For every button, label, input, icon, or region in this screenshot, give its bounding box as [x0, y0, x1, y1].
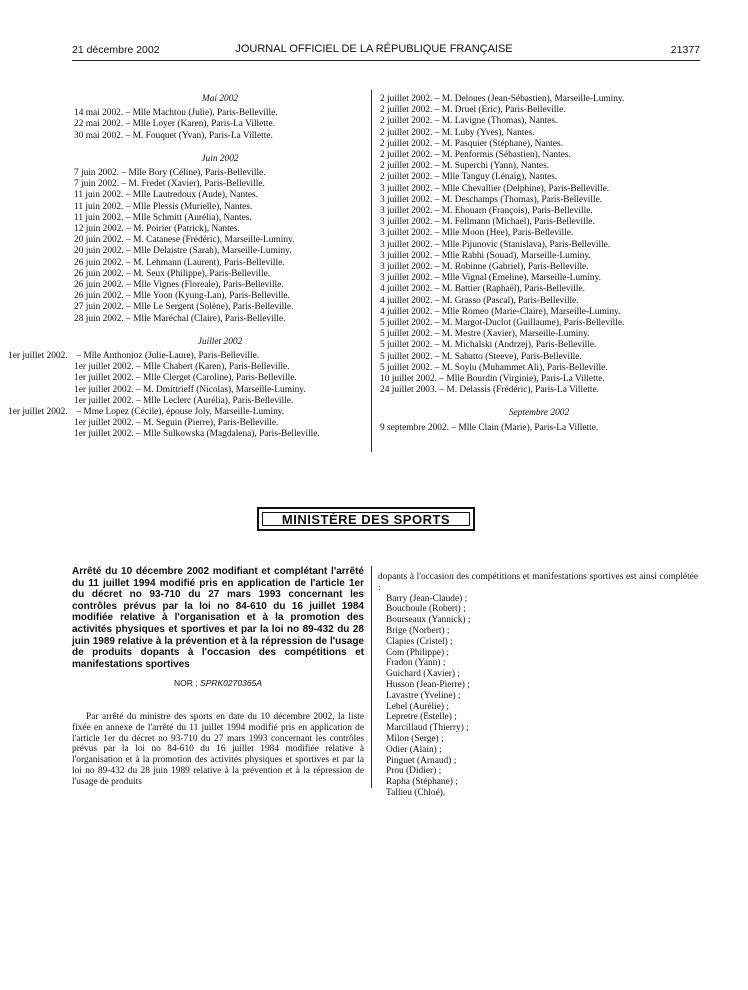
appointment-entry [74, 258, 366, 269]
header-date: 21 décembre 2002 [72, 44, 160, 56]
entry-date: 1er juillet 2002. [74, 373, 134, 384]
month-heading: Septembre 2002 [508, 408, 570, 419]
appointment-entry [380, 374, 698, 385]
appointment-entry [74, 385, 366, 396]
entry-date: 5 juillet 2002. [380, 362, 433, 373]
ministry-heading: MINISTÈRE DES SPORTS [262, 512, 470, 526]
entry-date: 7 juin 2002. [74, 168, 120, 179]
appointment-entry [380, 284, 698, 295]
entry-name: – M. Poirier (Patrick), Nantes. [126, 224, 240, 235]
entry-name: – M. Deschamps (Thomas), Paris-Belleville. [434, 194, 603, 205]
entry-date: 2 juillet 2002. [380, 116, 433, 127]
entry-name: – Mlle Vignal (Emeline), Marseille-Luminy. [434, 273, 602, 284]
section-gap [74, 142, 366, 152]
article-title: Arrêté du 10 décembre 2002 modifiant et complétant l'arrêté du 11 juillet 1994 modifié pris en application de l'article 1er du décret no 93-710 du 27 mars 1993 concernant les contrôles prévus par la loi no 84-610 du 16 juillet 1984 modifiée relative à l'organisation et à la promotion des activités physiques et sportives et par la loi no 89-432 du 28 juin 1989 relative à la prévention et à la répression de l'usage de produits dopants à l'occasion des compétitions et manifestations sportives [72, 566, 364, 670]
entry-name: – Mlle Delaistre (Sarah), Marseille-Luminy. [126, 246, 292, 257]
appointment-entry [380, 128, 698, 139]
athlete-name: Lavastre (Yveline) ; [386, 690, 461, 701]
entry-name: – Mlle Plessis (Murielle), Nantes. [125, 201, 253, 212]
entry-date: 5 juillet 2002. [380, 340, 433, 351]
entry-date: 2 juillet 2002. [380, 161, 433, 172]
entry-date: 3 juillet 2002. [380, 183, 433, 194]
appointment-entry [74, 119, 366, 130]
appointment-entry [74, 190, 366, 201]
entry-name: – Mlle Chabert (Karen), Paris-Belleville. [135, 362, 290, 373]
entry-name: – Mlle Rabhi (Souad), Marseille-Luminy. [434, 250, 591, 261]
entry-date: 4 juillet 2002. [380, 295, 433, 306]
appointment-entry [380, 340, 698, 351]
appointment-entry [380, 273, 698, 284]
appointment-entry [74, 224, 366, 235]
appointment-entry [380, 139, 698, 150]
ministry-heading-box [257, 507, 475, 531]
athlete-name: Brige (Norbert) ; [386, 625, 450, 636]
nor-reference [72, 678, 364, 688]
entry-date: 30 mai 2002. [74, 130, 124, 141]
entry-name: – Mlle Anthonioz (Julie-Laure), Paris-Belleville. [76, 351, 260, 362]
appointment-entry [74, 246, 366, 257]
athlete-name: Milon (Serge) ; [386, 733, 444, 744]
entry-date: 2 juillet 2002. [380, 127, 433, 138]
appointment-entry [74, 280, 366, 291]
athlete-name: Odier (Alain) ; [386, 744, 442, 755]
athlete-name: Rapha (Stéphane) ; [386, 777, 458, 788]
entry-name: – M. Fellmann (Michael), Paris-Belleville. [434, 217, 595, 228]
appointment-entry [380, 94, 698, 105]
entry-name: – Mlle Lautredoux (Aude), Nantes. [125, 190, 259, 201]
athlete-name: Lepretre (Estelle) ; [386, 712, 457, 723]
appointment-entry [74, 202, 366, 213]
appointment-entry [74, 373, 366, 384]
entry-date: 5 juillet 2002. [380, 351, 433, 362]
appointment-entry [380, 385, 698, 396]
appointment-entry [380, 262, 698, 273]
entry-name: – M. Luby (Yves), Nantes. [434, 127, 535, 138]
article-continuation [378, 572, 698, 799]
entry-name: – M. Penformis (Sébastien), Nantes. [434, 150, 571, 161]
entry-date: 2 juillet 2002. [380, 172, 433, 183]
entry-name: – Mme Lopez (Cécile), épouse Joly, Marseille-Luminy. [76, 407, 285, 418]
athlete-name: Clapies (Cristel) ; [386, 636, 453, 647]
appointment-entry [380, 296, 698, 307]
entry-name: – Mlle Le Sergent (Solène), Paris-Belleville. [126, 302, 294, 313]
entry-name: – M. Seux (Philippe), Paris-Belleville. [126, 268, 271, 279]
appointment-entry [74, 362, 366, 373]
athlete-name: Prou (Didier) ; [386, 766, 442, 777]
left-column-list [8, 92, 366, 441]
athlete-name: Pinguet (Arnaud) ; [386, 755, 457, 766]
month-heading: Juin 2002 [201, 153, 239, 164]
athlete-name: Tallieu (Chloé). [386, 787, 446, 798]
appointment-entry [380, 363, 698, 374]
entry-date: 1er juillet 2002. [74, 384, 134, 395]
page-number: 21377 [670, 44, 700, 56]
appointment-entry [74, 179, 366, 190]
entry-name: – M. Margot-Duclot (Guillaume), Paris-Belleville. [434, 318, 625, 329]
entry-date: 5 juillet 2002. [380, 318, 433, 329]
appointment-entry: 1er juillet 2002. – Mme Lopez (Cécile), épouse Joly, Marseille-Luminy. [8, 407, 285, 418]
entry-name: – Mlle Clain (Marie), Paris-La Villette. [451, 422, 599, 433]
appointment-entry [74, 131, 366, 142]
entry-date: 1er juillet 2002. [74, 362, 134, 373]
entry-name: – M. Druel (Eric), Paris-Belleville. [434, 105, 566, 116]
entry-name: – Mlle Bourdin (Virginie), Paris-La Villette. [439, 374, 605, 385]
appointment-entry [380, 184, 698, 195]
entry-date: 5 juillet 2002. [380, 329, 433, 340]
entry-date: 1er juillet 2002. [74, 429, 134, 440]
entry-date: 26 juin 2002. [74, 280, 124, 291]
entry-date: 20 juin 2002. [74, 246, 124, 257]
continuation-text: dopants à l'occasion des compétitions et manifestations sportives est ainsi complétée : [378, 572, 698, 593]
entry-date: 1er juillet 2002. [74, 418, 134, 429]
appointment-entry [74, 291, 366, 302]
entry-name: – M. Fouquet (Yvan), Paris-La Villette. [125, 130, 273, 141]
entry-date: 2 juillet 2002. [380, 105, 433, 116]
entry-name: – Mlle Vignes (Floreale), Paris-Belleville. [126, 280, 284, 291]
appointment-entry [74, 108, 366, 119]
journal-title: JOURNAL OFFICIEL DE LA RÉPUBLIQUE FRANÇAISE [235, 43, 513, 55]
entry-name: – M. Deloues (Jean-Sébastien), Marseille-Luminy. [434, 94, 625, 104]
appointment-entry [380, 150, 698, 161]
entry-name: – M. Pasquier (Stéphane), Nantes. [434, 138, 564, 149]
entry-name: – M. Ehouarn (François), Paris-Belleville. [434, 206, 593, 217]
entry-name: – M. Dmittrieff (Nicolas), Marseille-Luminy. [135, 384, 306, 395]
athlete-name: Husson (Jean-Pierre) ; [386, 679, 470, 690]
entry-name: – Mlle Loyer (Karen), Paris-La Villette. [125, 119, 276, 130]
entry-name: – M. Lehmann (Laurent), Paris-Belleville. [126, 257, 285, 268]
entry-name: – Mlle Moon (Hee), Paris-Belleville. [434, 228, 574, 239]
entry-date: 3 juillet 2002. [380, 228, 433, 239]
entry-name: – Mlle Yoon (Kyung-Lan), Paris-Belleville. [126, 291, 290, 302]
entry-date: 11 juin 2002. [74, 201, 124, 212]
entry-date: 4 juillet 2002. [380, 306, 433, 317]
appointment-entry [380, 105, 698, 116]
entry-name: – Mlle Chevallier (Delphine), Paris-Belleville. [434, 183, 610, 194]
entry-date: 20 juin 2002. [74, 235, 124, 246]
entry-name: – M. Michalski (Andrzej), Paris-Belleville. [434, 340, 597, 351]
header-rule [72, 60, 700, 61]
entry-date: 3 juillet 2002. [380, 206, 433, 217]
column-divider-lower [371, 566, 372, 788]
entry-date: 26 juin 2002. [74, 257, 124, 268]
month-heading: Juillet 2002 [197, 336, 243, 347]
entry-name: – M. Fredet (Xavier), Paris-Belleville. [121, 179, 265, 190]
entry-name: – Mlle Schmitt (Aurélia), Nantes. [125, 212, 252, 223]
entry-date: 3 juillet 2002. [380, 194, 433, 205]
athlete-name: Guichard (Xavier) ; [386, 669, 460, 680]
entry-date: 28 juin 2002. [74, 313, 124, 324]
entry-date: 2 juillet 2002. [380, 150, 433, 161]
entry-date: 27 juin 2002. [74, 302, 124, 313]
appointment-entry [380, 228, 698, 239]
section-gap [380, 396, 698, 406]
appointment-entry [380, 217, 698, 228]
entry-date: 11 juin 2002. [74, 212, 124, 223]
entry-name: – M. Mestre (Xavier), Marseille-Luminy. [434, 329, 590, 340]
appointment-entry [380, 161, 698, 172]
entry-name: – Mlle Romeo (Marie-Claire), Marseille-Luminy. [434, 306, 621, 317]
entry-name: – Mlle Machtou (Julie), Paris-Belleville. [125, 108, 278, 119]
appointment-entry [380, 318, 698, 329]
entry-date: 10 juillet 2002. [380, 374, 438, 385]
entry-name: – M. Superchi (Yann), Nantes. [434, 161, 550, 172]
appointment-entry [74, 302, 366, 313]
entry-date: 26 juin 2002. [74, 291, 124, 302]
entry-name: – Mlle Bory (Céline), Paris-Belleville. [121, 168, 266, 179]
entry-name: – M. Robinne (Gabriel), Paris-Belleville. [434, 262, 589, 273]
right-column-list [380, 94, 698, 434]
entry-name: – Mlle Tanguy (Lénaïg), Nantes. [434, 172, 558, 183]
nor-label: NOR : [174, 678, 198, 688]
appointment-entry [74, 168, 366, 179]
appointment-entry [380, 195, 698, 206]
entry-name: – M. Battier (Raphaël), Paris-Belleville. [434, 284, 585, 295]
entry-date: 3 juillet 2002. [380, 250, 433, 261]
entry-date: 7 juin 2002. [74, 179, 120, 190]
appointment-entry [74, 396, 366, 407]
athlete-name: Marcillaud (Thierry) ; [386, 723, 469, 734]
appointment-entry: 1er juillet 2002. – Mlle Anthonioz (Julie-Laure), Paris-Belleville. [8, 351, 260, 362]
athlete-name: Fradon (Yann) ; [386, 658, 446, 669]
entry-name: – Mlle Pijunovic (Stanislava), Paris-Belleville. [434, 239, 611, 250]
nor-code: SPRK0270365A [200, 678, 262, 688]
appointment-entry [380, 240, 698, 251]
entry-date: 3 juillet 2002. [380, 262, 433, 273]
entry-name: – Mlle Clerget (Caroline), Paris-Belleville. [135, 373, 297, 384]
athlete-name: Lebel (Aurélie) ; [386, 701, 449, 712]
appointment-entry [380, 251, 698, 262]
entry-name: – M. Catanese (Frédéric), Marseille-Luminy. [126, 235, 295, 246]
entry-date: 3 juillet 2002. [380, 239, 433, 250]
entry-name: – M. Soylu (Muhammet Ali), Paris-Belleville. [434, 362, 608, 373]
entry-date: 2 juillet 2002. [380, 138, 433, 149]
entry-date: 3 juillet 2002. [380, 273, 433, 284]
appointment-entry [380, 116, 698, 127]
column-divider [371, 90, 372, 452]
entry-name: – M. Lavigne (Thomas), Nantes. [434, 116, 558, 127]
entry-name: – Mlle Sulkowska (Magdalena), Paris-Belleville. [135, 429, 320, 440]
appointment-entry [74, 418, 366, 429]
athlete-name: Barry (Jean-Claude) ; [386, 593, 468, 604]
entry-date: 26 juin 2002. [74, 268, 124, 279]
entry-date: 12 juin 2002. [74, 224, 124, 235]
entry-name: – M. Sabatto (Steeve), Paris-Belleville. [434, 351, 582, 362]
section-gap [74, 325, 366, 335]
entry-date: 22 mai 2002. [74, 119, 124, 130]
appointment-entry [74, 314, 366, 325]
entry-name: – M. Grasso (Pascal), Paris-Belleville. [434, 295, 579, 306]
appointment-entry [74, 429, 366, 440]
entry-date: 3 juillet 2002. [380, 217, 433, 228]
athlete-name: Bouchoule (Robert) ; [386, 604, 466, 615]
appointment-entry [380, 329, 698, 340]
appointment-entry [380, 307, 698, 318]
entry-name: – M. Seguin (Pierre), Paris-Belleville. [135, 418, 279, 429]
entry-date: 24 juillet 2003. [380, 385, 438, 396]
entry-date: 9 septembre 2002. [380, 422, 449, 433]
athlete-name-list [378, 594, 698, 799]
appointment-entry [380, 172, 698, 183]
entry-date: 14 mai 2002. [74, 108, 124, 119]
appointment-entry [380, 352, 698, 363]
entry-date: 4 juillet 2002. [380, 284, 433, 295]
athlete-name: Com (Philippe) ; [386, 647, 450, 658]
entry-name: – Mlle Leclerc (Aurélia), Paris-Belleville. [135, 395, 294, 406]
appointment-entry [380, 423, 698, 434]
month-heading: Mai 2002 [201, 94, 239, 104]
appointment-entry [74, 213, 366, 224]
appointment-entry [380, 206, 698, 217]
entry-name: – Mlle Maréchal (Claire), Paris-Belleville. [126, 313, 286, 324]
athlete-name: Bourseaux (Yannick) ; [386, 615, 471, 626]
entry-date: 1er juillet 2002. [74, 395, 134, 406]
appointment-entry [74, 235, 366, 246]
entry-date: 11 juin 2002. [74, 190, 124, 201]
entry-name: – M. Delassis (Frédéric), Paris-La Villette. [439, 385, 600, 396]
appointment-entry [74, 269, 366, 280]
entry-date: 2 juillet 2002. [380, 94, 433, 104]
article-body: Par arrêté du ministre des sports en date du 10 décembre 2002, la liste fixée en annexe de l'arrêté du 11 juillet 1994 modifié pris en application de l'article 1er du décret no 93-710 du 27 mars 1993 concernant les contrôles prévus par la loi no 84-610 du 16 juillet 1984 modifiée relative à l'organisation et à la promotion des activités physiques et sportives et par la loi no 89-432 du 28 juin 1989 relative à la prévention et à la répression de l'usage de produits [72, 712, 364, 787]
